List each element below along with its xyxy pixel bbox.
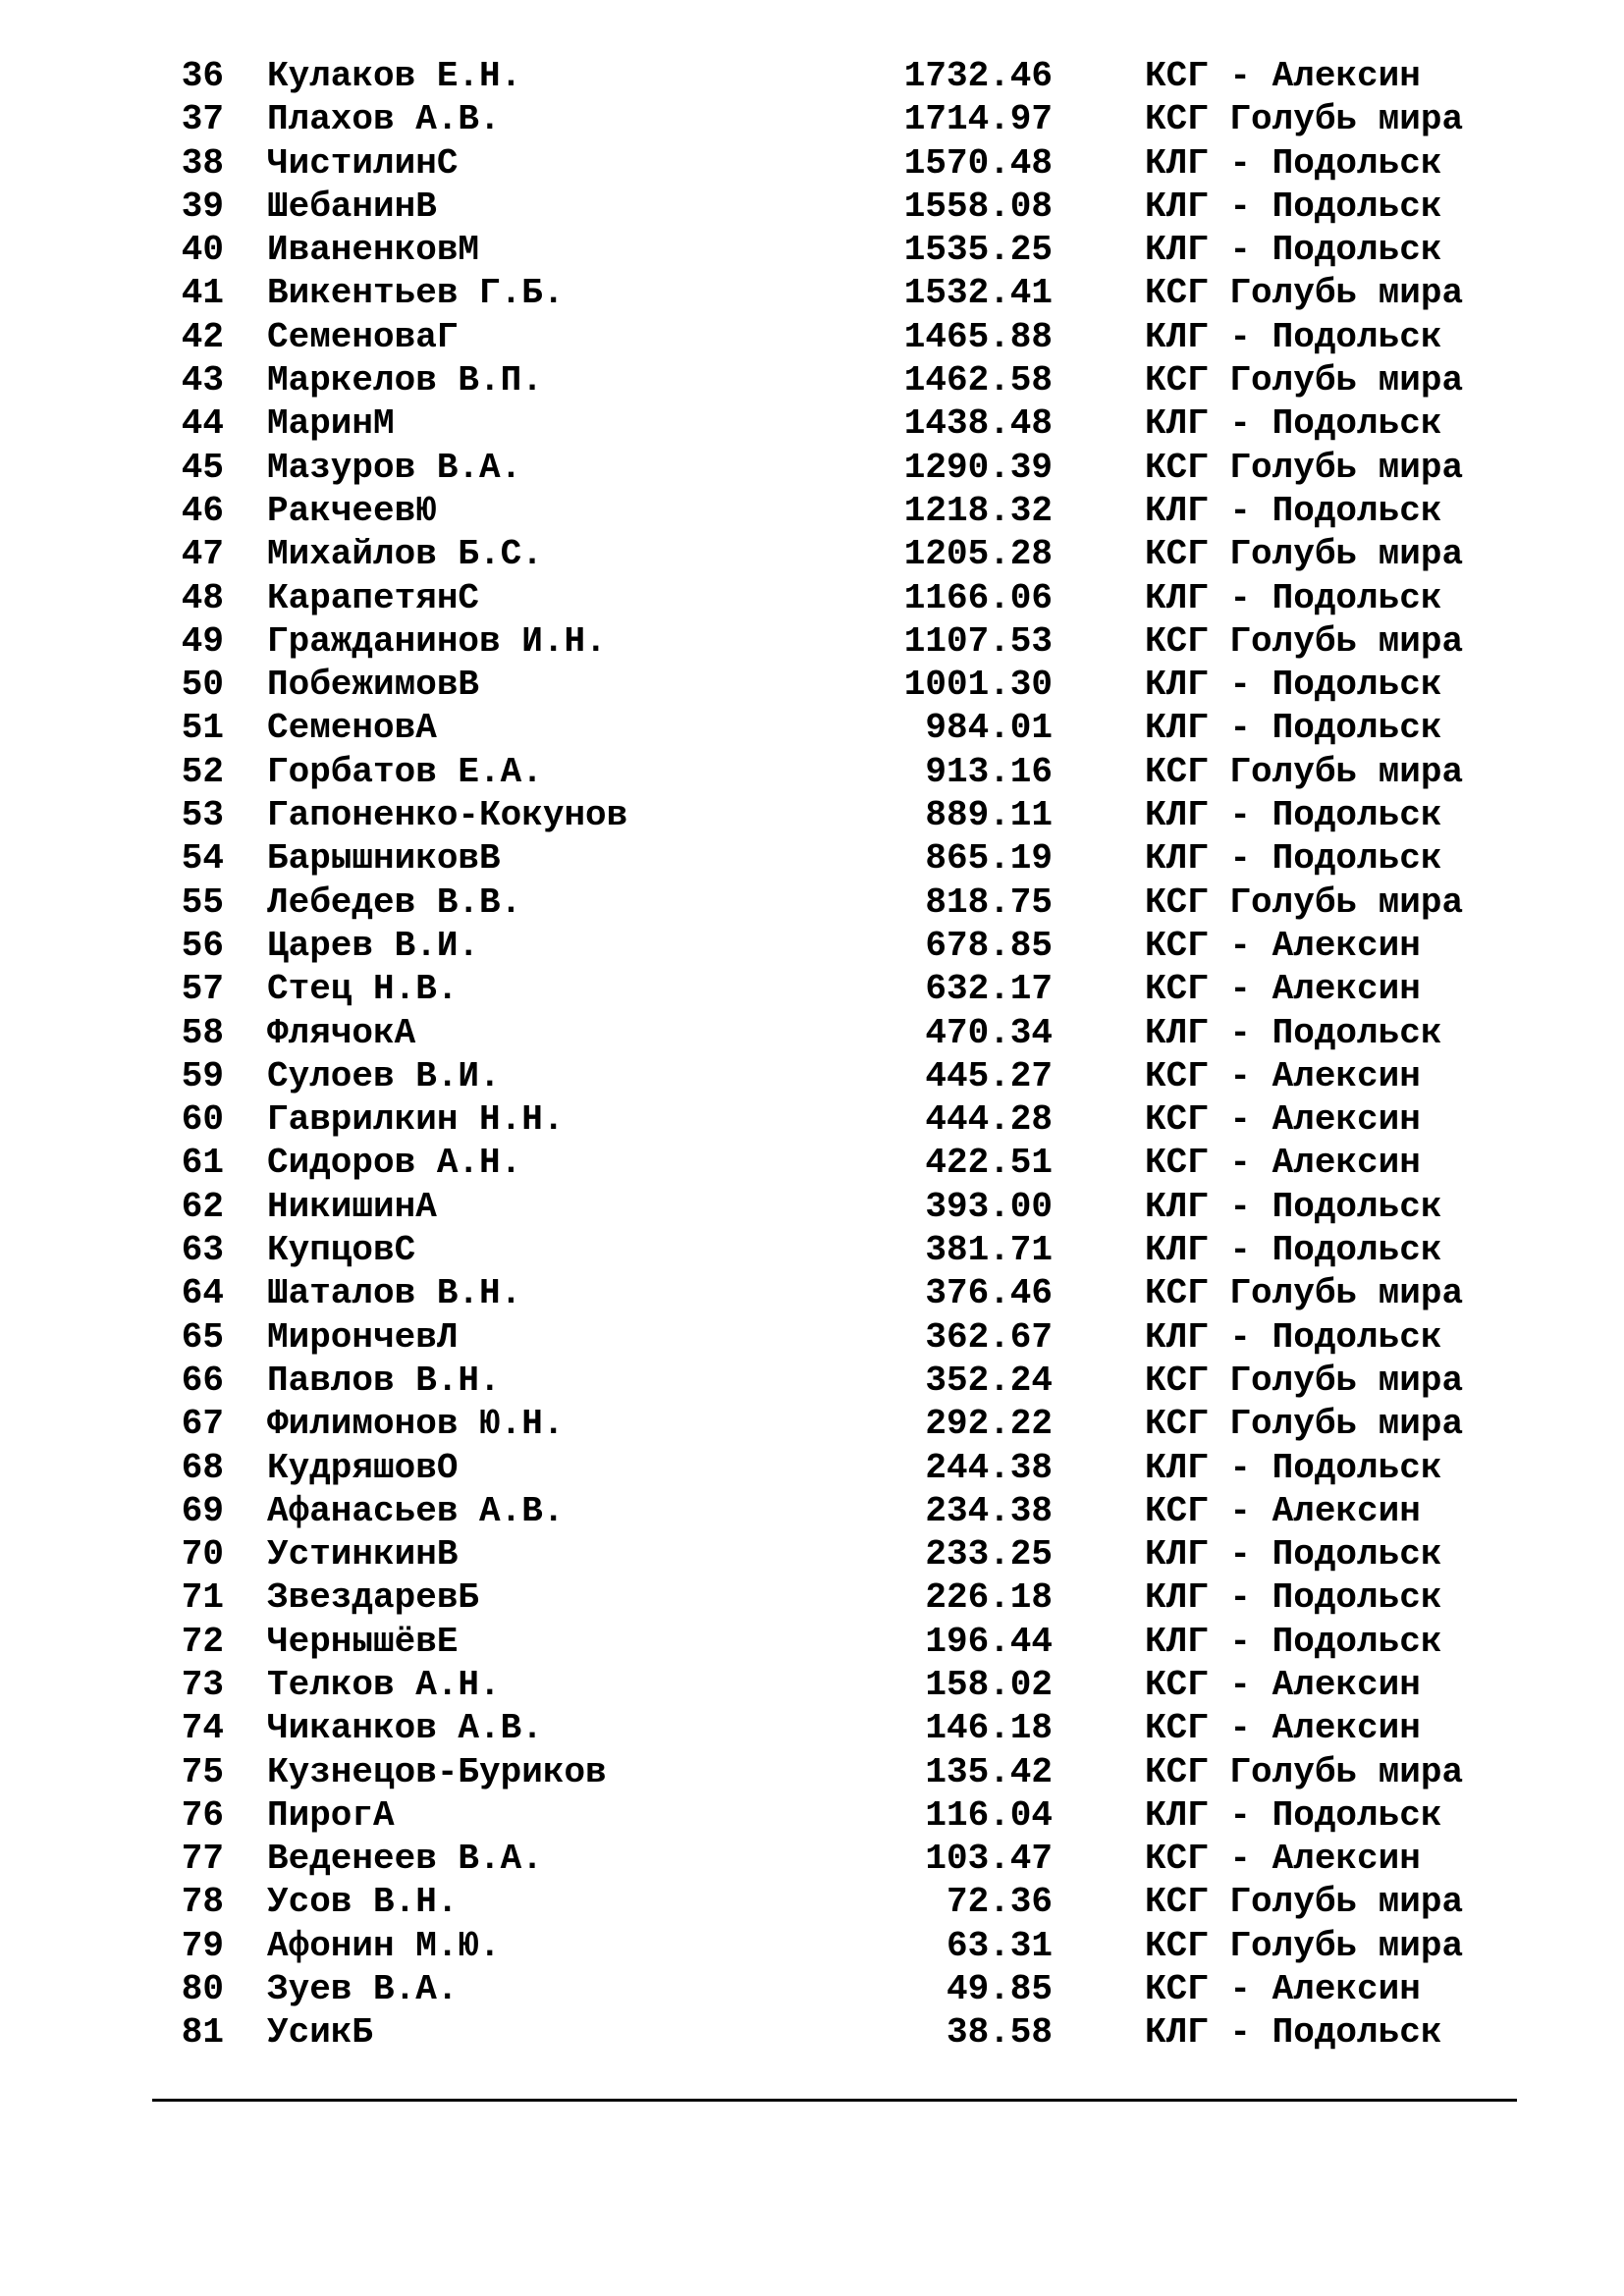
score-cell: 38.58 (946, 2012, 1053, 2054)
score-cell: 1438.48 (903, 403, 1053, 445)
name-cell: Кулаков Е.Н. (267, 56, 522, 96)
club-cell: КЛГ - Подольск (1145, 795, 1442, 836)
club-cell: КСГ - Алексин (1145, 925, 1421, 966)
table-row (0, 533, 1624, 576)
rank-cell: 64 (181, 1273, 224, 1314)
table-row (0, 620, 1624, 664)
results-list (0, 55, 1624, 2056)
club-cell: КСГ Голубь мира (1145, 99, 1464, 140)
rank-cell: 58 (181, 1012, 224, 1053)
rank-cell: 79 (181, 1925, 224, 1966)
score-cell: 889.11 (925, 795, 1053, 836)
name-cell: Афанасьев А.В. (267, 1490, 565, 1531)
club-cell: КСГ Голубь мира (1145, 1404, 1464, 1445)
score-cell: 1714.97 (903, 99, 1053, 140)
table-row (0, 707, 1624, 750)
table-row (0, 1186, 1624, 1229)
club-cell: КСГ - Алексин (1145, 1143, 1421, 1184)
name-cell: УстинкинВ (267, 1534, 459, 1575)
table-row (0, 1794, 1624, 1838)
score-cell: 984.01 (925, 708, 1053, 749)
table-row (0, 1403, 1624, 1446)
rank-cell: 57 (181, 969, 224, 1010)
name-cell: СеменовА (267, 708, 437, 749)
score-cell: 470.34 (925, 1012, 1053, 1053)
rank-cell: 61 (181, 1143, 224, 1184)
score-cell: 292.22 (925, 1404, 1053, 1445)
club-cell: КСГ Голубь мира (1145, 620, 1464, 662)
score-cell: 116.04 (925, 1794, 1053, 1836)
rank-cell: 42 (181, 316, 224, 357)
score-cell: 1535.25 (903, 230, 1053, 271)
name-cell: Царев В.И. (267, 925, 480, 966)
club-cell: КСГ - Алексин (1145, 56, 1421, 96)
score-cell: 146.18 (925, 1708, 1053, 1749)
rank-cell: 37 (181, 99, 224, 140)
rank-cell: 66 (181, 1360, 224, 1401)
score-cell: 158.02 (925, 1664, 1053, 1705)
rank-cell: 53 (181, 795, 224, 836)
name-cell: ШебанинВ (267, 186, 437, 227)
club-cell: КЛГ - Подольск (1145, 838, 1442, 880)
score-cell: 1107.53 (903, 620, 1053, 662)
score-cell: 49.85 (946, 1969, 1053, 2010)
table-row (0, 2011, 1624, 2055)
name-cell: Телков А.Н. (267, 1664, 501, 1705)
club-cell: КСГ Голубь мира (1145, 447, 1464, 488)
club-cell: КСГ - Алексин (1145, 1490, 1421, 1531)
club-cell: КСГ Голубь мира (1145, 273, 1464, 314)
club-cell: КСГ Голубь мира (1145, 1882, 1464, 1923)
club-cell: КЛГ - Подольск (1145, 1230, 1442, 1271)
rank-cell: 69 (181, 1490, 224, 1531)
rank-cell: 80 (181, 1969, 224, 2010)
club-cell: КСГ Голубь мира (1145, 534, 1464, 575)
name-cell: ПобежимовВ (267, 665, 480, 706)
table-row (0, 272, 1624, 315)
table-row (0, 55, 1624, 98)
rank-cell: 51 (181, 708, 224, 749)
table-row (0, 1229, 1624, 1272)
table-row (0, 1838, 1624, 1881)
name-cell: ЗвездаревБ (267, 1577, 480, 1619)
table-row (0, 1533, 1624, 1576)
club-cell: КЛГ - Подольск (1145, 230, 1442, 271)
score-cell: 1570.48 (903, 142, 1053, 184)
score-cell: 103.47 (925, 1839, 1053, 1880)
score-cell: 233.25 (925, 1534, 1053, 1575)
name-cell: Кузнецов-Буриков (267, 1751, 607, 1792)
name-cell: Горбатов Е.А. (267, 751, 543, 792)
rank-cell: 76 (181, 1794, 224, 1836)
table-row (0, 402, 1624, 446)
table-row (0, 1621, 1624, 1664)
score-cell: 1558.08 (903, 186, 1053, 227)
table-row (0, 490, 1624, 533)
name-cell: ФлячокА (267, 1012, 416, 1053)
name-cell: Гражданинов И.Н. (267, 620, 607, 662)
club-cell: КСГ Голубь мира (1145, 751, 1464, 792)
name-cell: Афонин М.Ю. (267, 1925, 501, 1966)
club-cell: КЛГ - Подольск (1145, 186, 1442, 227)
club-cell: КЛГ - Подольск (1145, 1577, 1442, 1619)
club-cell: КЛГ - Подольск (1145, 1447, 1442, 1488)
table-row (0, 142, 1624, 186)
score-cell: 1290.39 (903, 447, 1053, 488)
name-cell: КудряшовО (267, 1447, 459, 1488)
table-row (0, 794, 1624, 837)
rank-cell: 50 (181, 665, 224, 706)
rank-cell: 74 (181, 1708, 224, 1749)
name-cell: МирончевЛ (267, 1316, 459, 1358)
table-row (0, 447, 1624, 490)
rank-cell: 75 (181, 1751, 224, 1792)
rank-cell: 78 (181, 1882, 224, 1923)
rank-cell: 36 (181, 56, 224, 96)
score-cell: 72.36 (946, 1882, 1053, 1923)
club-cell: КЛГ - Подольск (1145, 1186, 1442, 1227)
score-cell: 678.85 (925, 925, 1053, 966)
club-cell: КЛГ - Подольск (1145, 1794, 1442, 1836)
rank-cell: 68 (181, 1447, 224, 1488)
rank-cell: 40 (181, 230, 224, 271)
score-cell: 381.71 (925, 1230, 1053, 1271)
score-cell: 135.42 (925, 1751, 1053, 1792)
table-row (0, 1360, 1624, 1403)
table-row (0, 968, 1624, 1011)
table-row (0, 881, 1624, 925)
name-cell: Шаталов В.Н. (267, 1273, 522, 1314)
name-cell: Стец Н.В. (267, 969, 459, 1010)
score-cell: 1205.28 (903, 534, 1053, 575)
club-cell: КЛГ - Подольск (1145, 1316, 1442, 1358)
club-cell: КЛГ - Подольск (1145, 316, 1442, 357)
rank-cell: 55 (181, 881, 224, 923)
table-row (0, 359, 1624, 402)
score-cell: 1732.46 (903, 56, 1053, 96)
club-cell: КСГ - Алексин (1145, 1664, 1421, 1705)
score-cell: 226.18 (925, 1577, 1053, 1619)
score-cell: 362.67 (925, 1316, 1053, 1358)
rank-cell: 73 (181, 1664, 224, 1705)
table-row (0, 577, 1624, 620)
club-cell: КЛГ - Подольск (1145, 1012, 1442, 1053)
name-cell: ЧернышёвЕ (267, 1621, 459, 1662)
rank-cell: 60 (181, 1099, 224, 1141)
club-cell: КЛГ - Подольск (1145, 142, 1442, 184)
rank-cell: 44 (181, 403, 224, 445)
horizontal-rule (152, 2099, 1517, 2102)
club-cell: КЛГ - Подольск (1145, 1621, 1442, 1662)
name-cell: ИваненковМ (267, 230, 480, 271)
table-row (0, 1490, 1624, 1533)
score-cell: 196.44 (925, 1621, 1053, 1662)
club-cell: КЛГ - Подольск (1145, 1534, 1442, 1575)
name-cell: Михайлов Б.С. (267, 534, 543, 575)
name-cell: КарапетянС (267, 577, 480, 618)
club-cell: КСГ Голубь мира (1145, 1925, 1464, 1966)
rank-cell: 41 (181, 273, 224, 314)
name-cell: БарышниковВ (267, 838, 501, 880)
score-cell: 352.24 (925, 1360, 1053, 1401)
table-row (0, 925, 1624, 968)
rank-cell: 59 (181, 1055, 224, 1096)
rank-cell: 56 (181, 925, 224, 966)
name-cell: Маркелов В.П. (267, 360, 543, 401)
score-cell: 444.28 (925, 1099, 1053, 1141)
rank-cell: 38 (181, 142, 224, 184)
club-cell: КЛГ - Подольск (1145, 577, 1442, 618)
table-row (0, 316, 1624, 359)
club-cell: КЛГ - Подольск (1145, 665, 1442, 706)
club-cell: КСГ Голубь мира (1145, 1273, 1464, 1314)
name-cell: Сидоров А.Н. (267, 1143, 522, 1184)
score-cell: 63.31 (946, 1925, 1053, 1966)
rank-cell: 45 (181, 447, 224, 488)
name-cell: Викентьев Г.Б. (267, 273, 565, 314)
name-cell: Сулоев В.И. (267, 1055, 501, 1096)
name-cell: Плахов А.В. (267, 99, 501, 140)
name-cell: Чиканков А.В. (267, 1708, 543, 1749)
rank-cell: 63 (181, 1230, 224, 1271)
name-cell: Гапоненко-Кокунов (267, 795, 628, 836)
name-cell: ЧистилинС (267, 142, 459, 184)
rank-cell: 72 (181, 1621, 224, 1662)
rank-cell: 71 (181, 1577, 224, 1619)
score-cell: 1532.41 (903, 273, 1053, 314)
club-cell: КСГ - Алексин (1145, 969, 1421, 1010)
score-cell: 1462.58 (903, 360, 1053, 401)
name-cell: Зуев В.А. (267, 1969, 459, 2010)
name-cell: МаринМ (267, 403, 395, 445)
table-row (0, 1012, 1624, 1055)
table-row (0, 229, 1624, 272)
club-cell: КЛГ - Подольск (1145, 708, 1442, 749)
rank-cell: 62 (181, 1186, 224, 1227)
rank-cell: 67 (181, 1404, 224, 1445)
club-cell: КСГ Голубь мира (1145, 1360, 1464, 1401)
club-cell: КСГ - Алексин (1145, 1708, 1421, 1749)
name-cell: КупцовС (267, 1230, 416, 1271)
table-row (0, 1316, 1624, 1360)
score-cell: 244.38 (925, 1447, 1053, 1488)
table-row (0, 98, 1624, 141)
rank-cell: 48 (181, 577, 224, 618)
score-cell: 632.17 (925, 969, 1053, 1010)
table-row (0, 1664, 1624, 1707)
club-cell: КСГ - Алексин (1145, 1055, 1421, 1096)
table-row (0, 186, 1624, 229)
rank-cell: 77 (181, 1839, 224, 1880)
name-cell: НикишинА (267, 1186, 437, 1227)
name-cell: РакчеевЮ (267, 490, 437, 531)
rank-cell: 46 (181, 490, 224, 531)
name-cell: Веденеев В.А. (267, 1839, 543, 1880)
name-cell: Павлов В.Н. (267, 1360, 501, 1401)
rank-cell: 52 (181, 751, 224, 792)
rank-cell: 70 (181, 1534, 224, 1575)
rank-cell: 43 (181, 360, 224, 401)
club-cell: КСГ Голубь мира (1145, 360, 1464, 401)
name-cell: Филимонов Ю.Н. (267, 1404, 565, 1445)
score-cell: 393.00 (925, 1186, 1053, 1227)
table-row (0, 1881, 1624, 1924)
club-cell: КЛГ - Подольск (1145, 490, 1442, 531)
score-cell: 422.51 (925, 1143, 1053, 1184)
table-row (0, 1968, 1624, 2011)
score-cell: 913.16 (925, 751, 1053, 792)
table-row (0, 1707, 1624, 1750)
table-row (0, 1098, 1624, 1142)
name-cell: Гаврилкин Н.Н. (267, 1099, 565, 1141)
club-cell: КСГ - Алексин (1145, 1969, 1421, 2010)
rank-cell: 47 (181, 534, 224, 575)
score-cell: 376.46 (925, 1273, 1053, 1314)
name-cell: СеменоваГ (267, 316, 459, 357)
score-cell: 234.38 (925, 1490, 1053, 1531)
table-row (0, 1142, 1624, 1185)
name-cell: Мазуров В.А. (267, 447, 522, 488)
club-cell: КСГ Голубь мира (1145, 881, 1464, 923)
table-row (0, 751, 1624, 794)
club-cell: КСГ - Алексин (1145, 1839, 1421, 1880)
score-cell: 445.27 (925, 1055, 1053, 1096)
club-cell: КЛГ - Подольск (1145, 403, 1442, 445)
table-row (0, 1576, 1624, 1620)
rank-cell: 39 (181, 186, 224, 227)
table-row (0, 1447, 1624, 1490)
name-cell: УсикБ (267, 2012, 374, 2054)
score-cell: 1001.30 (903, 665, 1053, 706)
table-row (0, 1925, 1624, 1968)
score-cell: 818.75 (925, 881, 1053, 923)
score-cell: 1218.32 (903, 490, 1053, 531)
rank-cell: 49 (181, 620, 224, 662)
table-row (0, 664, 1624, 707)
score-cell: 1166.06 (903, 577, 1053, 618)
score-cell: 865.19 (925, 838, 1053, 880)
club-cell: КСГ Голубь мира (1145, 1751, 1464, 1792)
table-row (0, 1272, 1624, 1315)
name-cell: ПирогА (267, 1794, 395, 1836)
rank-cell: 65 (181, 1316, 224, 1358)
score-cell: 1465.88 (903, 316, 1053, 357)
rank-cell: 81 (181, 2012, 224, 2054)
table-row (0, 1055, 1624, 1098)
club-cell: КСГ - Алексин (1145, 1099, 1421, 1141)
name-cell: Усов В.Н. (267, 1882, 459, 1923)
club-cell: КЛГ - Подольск (1145, 2012, 1442, 2054)
name-cell: Лебедев В.В. (267, 881, 522, 923)
table-row (0, 837, 1624, 881)
rank-cell: 54 (181, 838, 224, 880)
table-row (0, 1751, 1624, 1794)
